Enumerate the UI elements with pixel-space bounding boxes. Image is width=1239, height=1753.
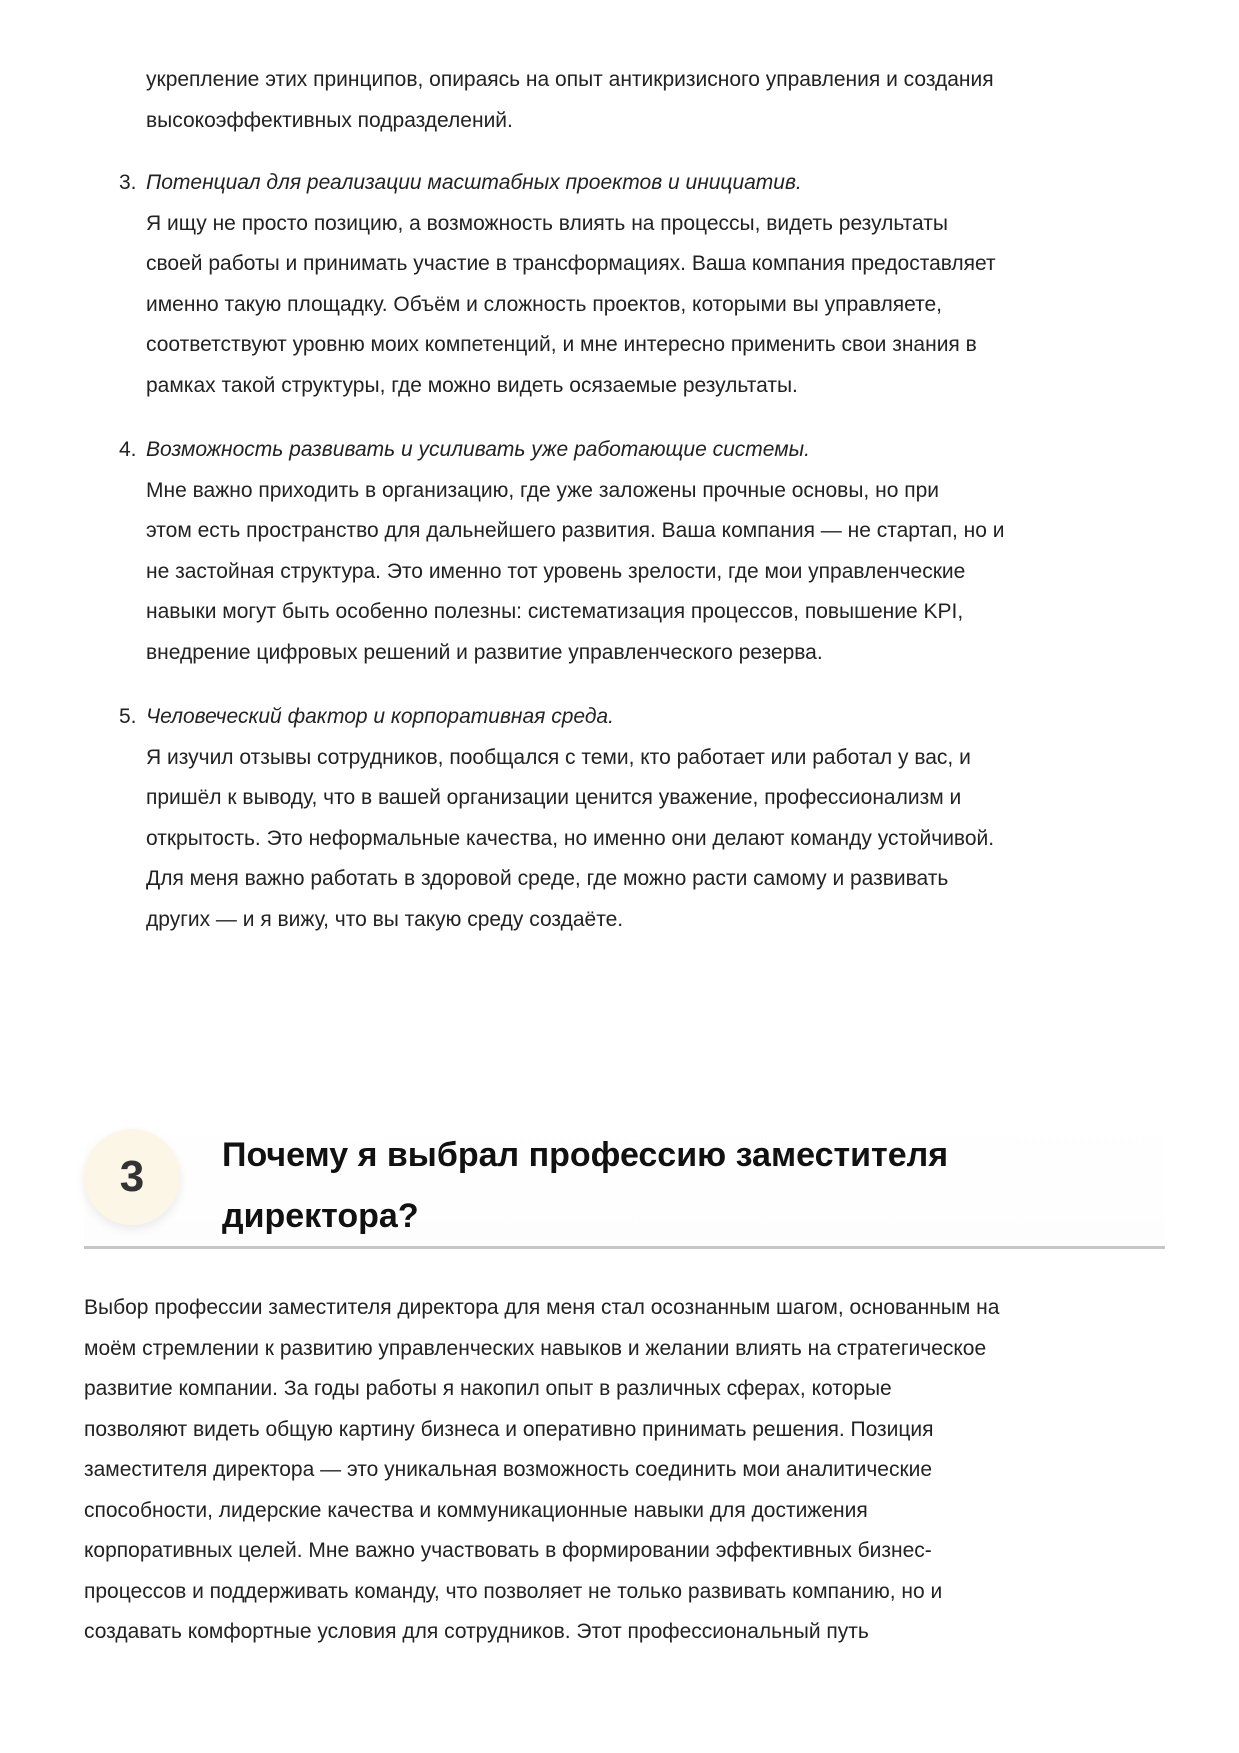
section-header (84, 1115, 1165, 1249)
text-line: открытость. Это неформальные качества, но именно они делают команду устойчивой. (146, 826, 995, 850)
text-line: создавать комфортные условия для сотрудников. Этот профессиональный путь (84, 1620, 869, 1643)
intro-paragraph (146, 60, 994, 141)
text-line: корпоративных целей. Мне важно участвовать в формировании эффективных бизнес- (84, 1539, 932, 1562)
text-line: высокоэффективных подразделений. (146, 108, 513, 132)
list-number: 5. (119, 705, 137, 728)
text-line: пришёл к выводу, что в вашей организации ценится уважение, профессионализм и (146, 786, 962, 809)
text-line: укрепление этих принципов, опираясь на опыт антикризисного управления и создания (146, 68, 994, 91)
section-title (222, 1125, 948, 1247)
text-line: Мне важно приходить в организацию, где уже заложены прочные основы, но при (146, 478, 939, 502)
section-number-badge: 3 (84, 1129, 180, 1225)
section-title-line: Почему я выбрал профессию заместителя (222, 1136, 949, 1174)
list-number: 4. (119, 438, 137, 461)
text-line: навыки могут быть особенно полезны: систематизация процессов, повышение KPI, (146, 600, 964, 623)
text-line: моём стремлении к развитию управленческих навыков и желании влиять на стратегическое (84, 1336, 987, 1360)
list-number: 3. (119, 171, 137, 194)
text-line: этом есть пространство для дальнейшего развития. Ваша компания — не стартап, но и (146, 519, 1005, 542)
text-line: позволяют видеть общую картину бизнеса и оперативно принимать решения. Позиция (84, 1417, 934, 1441)
text-line: других — и я вижу, что вы такую среду создаёте. (146, 907, 624, 931)
section-title-line: директора? (222, 1197, 419, 1235)
text-line: именно такую площадку. Объём и сложность проектов, которыми вы управляете, (146, 292, 943, 316)
text-line: Выбор профессии заместителя директора для меня стал осознанным шагом, основанным на (84, 1296, 1000, 1319)
section-header-box (84, 1115, 1165, 1249)
text-line: способности, лидерские качества и коммуникационные навыки для достижения (84, 1498, 868, 1522)
list-item-title: Человеческий фактор и корпоративная среда. (146, 705, 614, 728)
text-line: развитие компании. За годы работы я накопил опыт в различных сферах, которые (84, 1377, 892, 1400)
text-line: Я изучил отзывы сотрудников, пообщался с теми, кто работает или работал у вас, и (146, 745, 971, 769)
text-line: соответствуют уровню моих компетенций, и мне интересно применить свои знания в (146, 333, 977, 356)
text-line: Для меня важно работать в здоровой среде, где можно расти самому и развивать (146, 867, 949, 890)
section-paragraph (84, 1288, 999, 1653)
text-line: внедрение цифровых решений и развитие управленческого резерва. (146, 640, 823, 664)
text-line: заместителя директора — это уникальная возможность соединить мои аналитические (84, 1458, 933, 1481)
list-item (119, 163, 996, 406)
list-item (119, 430, 1005, 673)
list-item (119, 697, 995, 940)
text-line: рамках такой структуры, где можно видеть осязаемые результаты. (146, 373, 798, 397)
text-line: Я ищу не просто позицию, а возможность влиять на процессы, видеть результаты (146, 211, 948, 235)
list-item-title: Потенциал для реализации масштабных проектов и инициатив. (146, 171, 802, 194)
text-line: своей работы и принимать участие в трансформациях. Ваша компания предоставляет (146, 252, 996, 275)
list-item-title: Возможность развивать и усиливать уже работающие системы. (146, 438, 810, 461)
text-line: процессов и поддерживать команду, что позволяет не только развивать компанию, но и (84, 1579, 943, 1603)
text-line: не застойная структура. Это именно тот уровень зрелости, где мои управленческие (146, 559, 966, 583)
